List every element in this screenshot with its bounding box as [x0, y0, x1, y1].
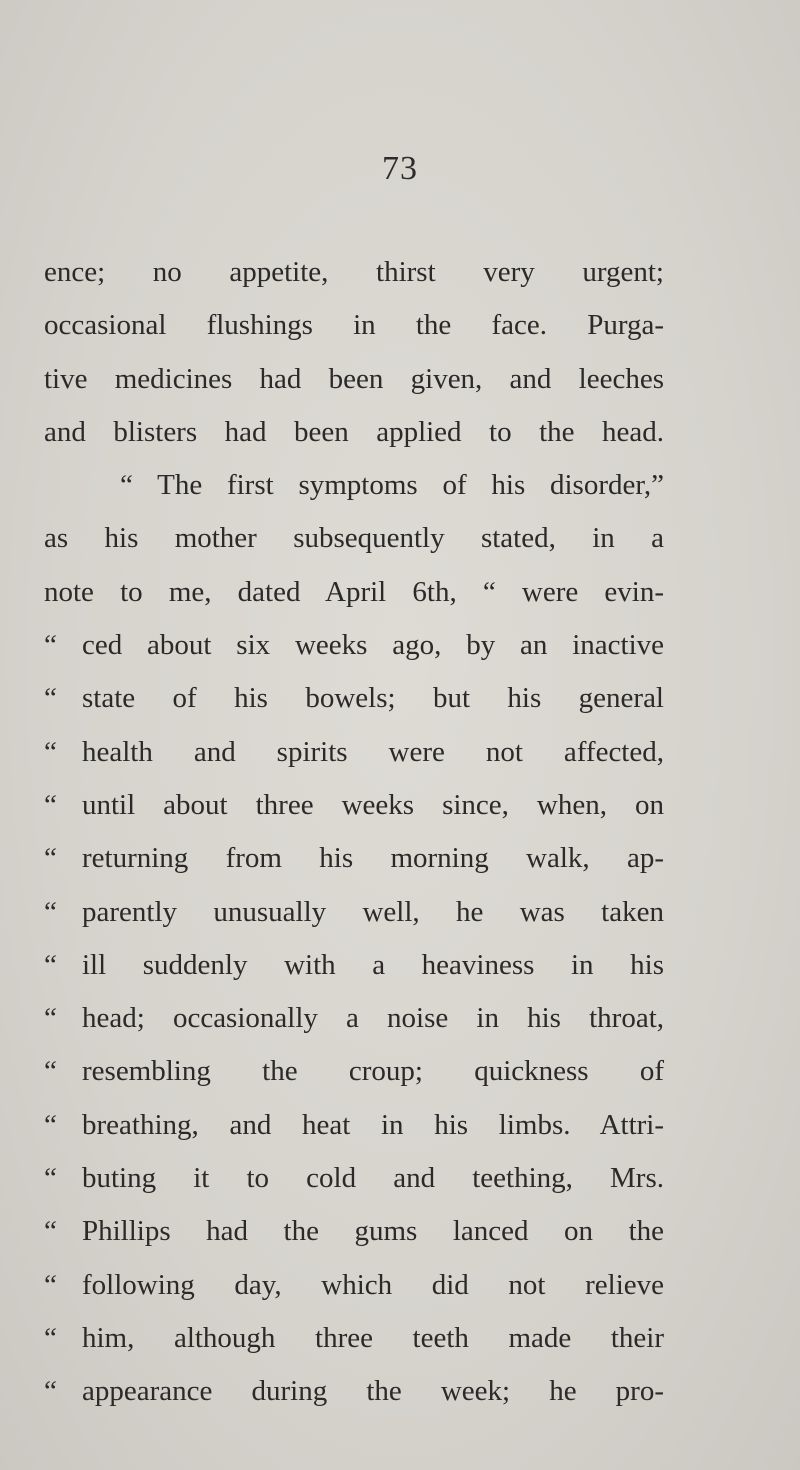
quoted-line: [44, 619, 664, 672]
quote-mark: “: [44, 1268, 57, 1301]
quoted-line-text: breathing, and heat in his limbs. Attri-: [82, 1108, 664, 1141]
quoted-line: [44, 1312, 664, 1365]
quoted-line: [44, 992, 664, 1045]
text-line: and blisters had been applied to the head.: [44, 415, 664, 448]
quoted-line-text: following day, which did not relieve: [82, 1268, 664, 1301]
text-line: tive medicines had been given, and leeches: [44, 362, 664, 395]
quoted-line: [44, 779, 664, 832]
quote-mark: “: [44, 948, 57, 981]
text-line: ence; no appetite, thirst very urgent;: [44, 256, 664, 288]
quoted-line: [44, 1099, 664, 1152]
quoted-line: [44, 672, 664, 725]
quote-mark: “: [44, 682, 57, 715]
text-line: as his mother subsequently stated, in a: [44, 522, 664, 555]
quote-mark: “: [44, 629, 57, 662]
quote-mark: “: [44, 1162, 57, 1195]
quote-mark: “: [44, 1321, 57, 1354]
quoted-line: [44, 939, 664, 992]
quoted-line: [44, 1045, 664, 1098]
quoted-line: [44, 832, 664, 885]
body-text: [44, 246, 664, 1419]
quote-mark: “: [44, 1375, 57, 1408]
quoted-line: [44, 726, 664, 779]
quoted-line: [44, 1205, 664, 1258]
quoted-line-text: parently unusually well, he was taken: [82, 895, 664, 928]
quote-mark: “: [44, 788, 57, 821]
quoted-line: [44, 1152, 664, 1205]
quote-mark: “: [44, 735, 57, 768]
text-line: occasional flushings in the face. Purga-: [44, 309, 664, 342]
quote-mark: “: [44, 895, 57, 928]
quoted-line: [44, 1259, 664, 1312]
text-line: note to me, dated April 6th, “ were evin-: [44, 575, 664, 608]
quote-mark: “: [44, 1055, 57, 1088]
quoted-line-text: health and spirits were not affected,: [82, 735, 664, 768]
quoted-line-text: him, although three teeth made their: [82, 1321, 664, 1354]
quoted-line-text: state of his bowels; but his general: [82, 682, 664, 715]
quoted-line-text: Phillips had the gums lanced on the: [82, 1215, 664, 1248]
quote-mark: “: [44, 1215, 57, 1248]
quote-mark: “: [44, 1108, 57, 1141]
quoted-line-text: ced about six weeks ago, by an inactive: [82, 629, 664, 662]
quote-mark: “: [44, 842, 57, 875]
page-number: 73: [382, 150, 418, 187]
quoted-line-text: until about three weeks since, when, on: [82, 788, 664, 821]
quoted-line-text: head; occasionally a noise in his throat,: [82, 1002, 664, 1035]
quoted-line-text: appearance during the week; he pro-: [82, 1375, 664, 1408]
quoted-line-text: returning from his morning walk, ap-: [82, 842, 664, 875]
quoted-line-text: ill suddenly with a heaviness in his: [82, 948, 664, 981]
quoted-line: [44, 886, 664, 939]
quoted-line-text: buting it to cold and teething, Mrs.: [82, 1162, 664, 1195]
quoted-line: [44, 1365, 664, 1418]
text-line-paragraph-start: “ The first symptoms of his disorder,”: [120, 469, 664, 502]
quote-mark: “: [44, 1002, 57, 1035]
quoted-line-text: resembling the croup; quickness of: [82, 1055, 664, 1088]
